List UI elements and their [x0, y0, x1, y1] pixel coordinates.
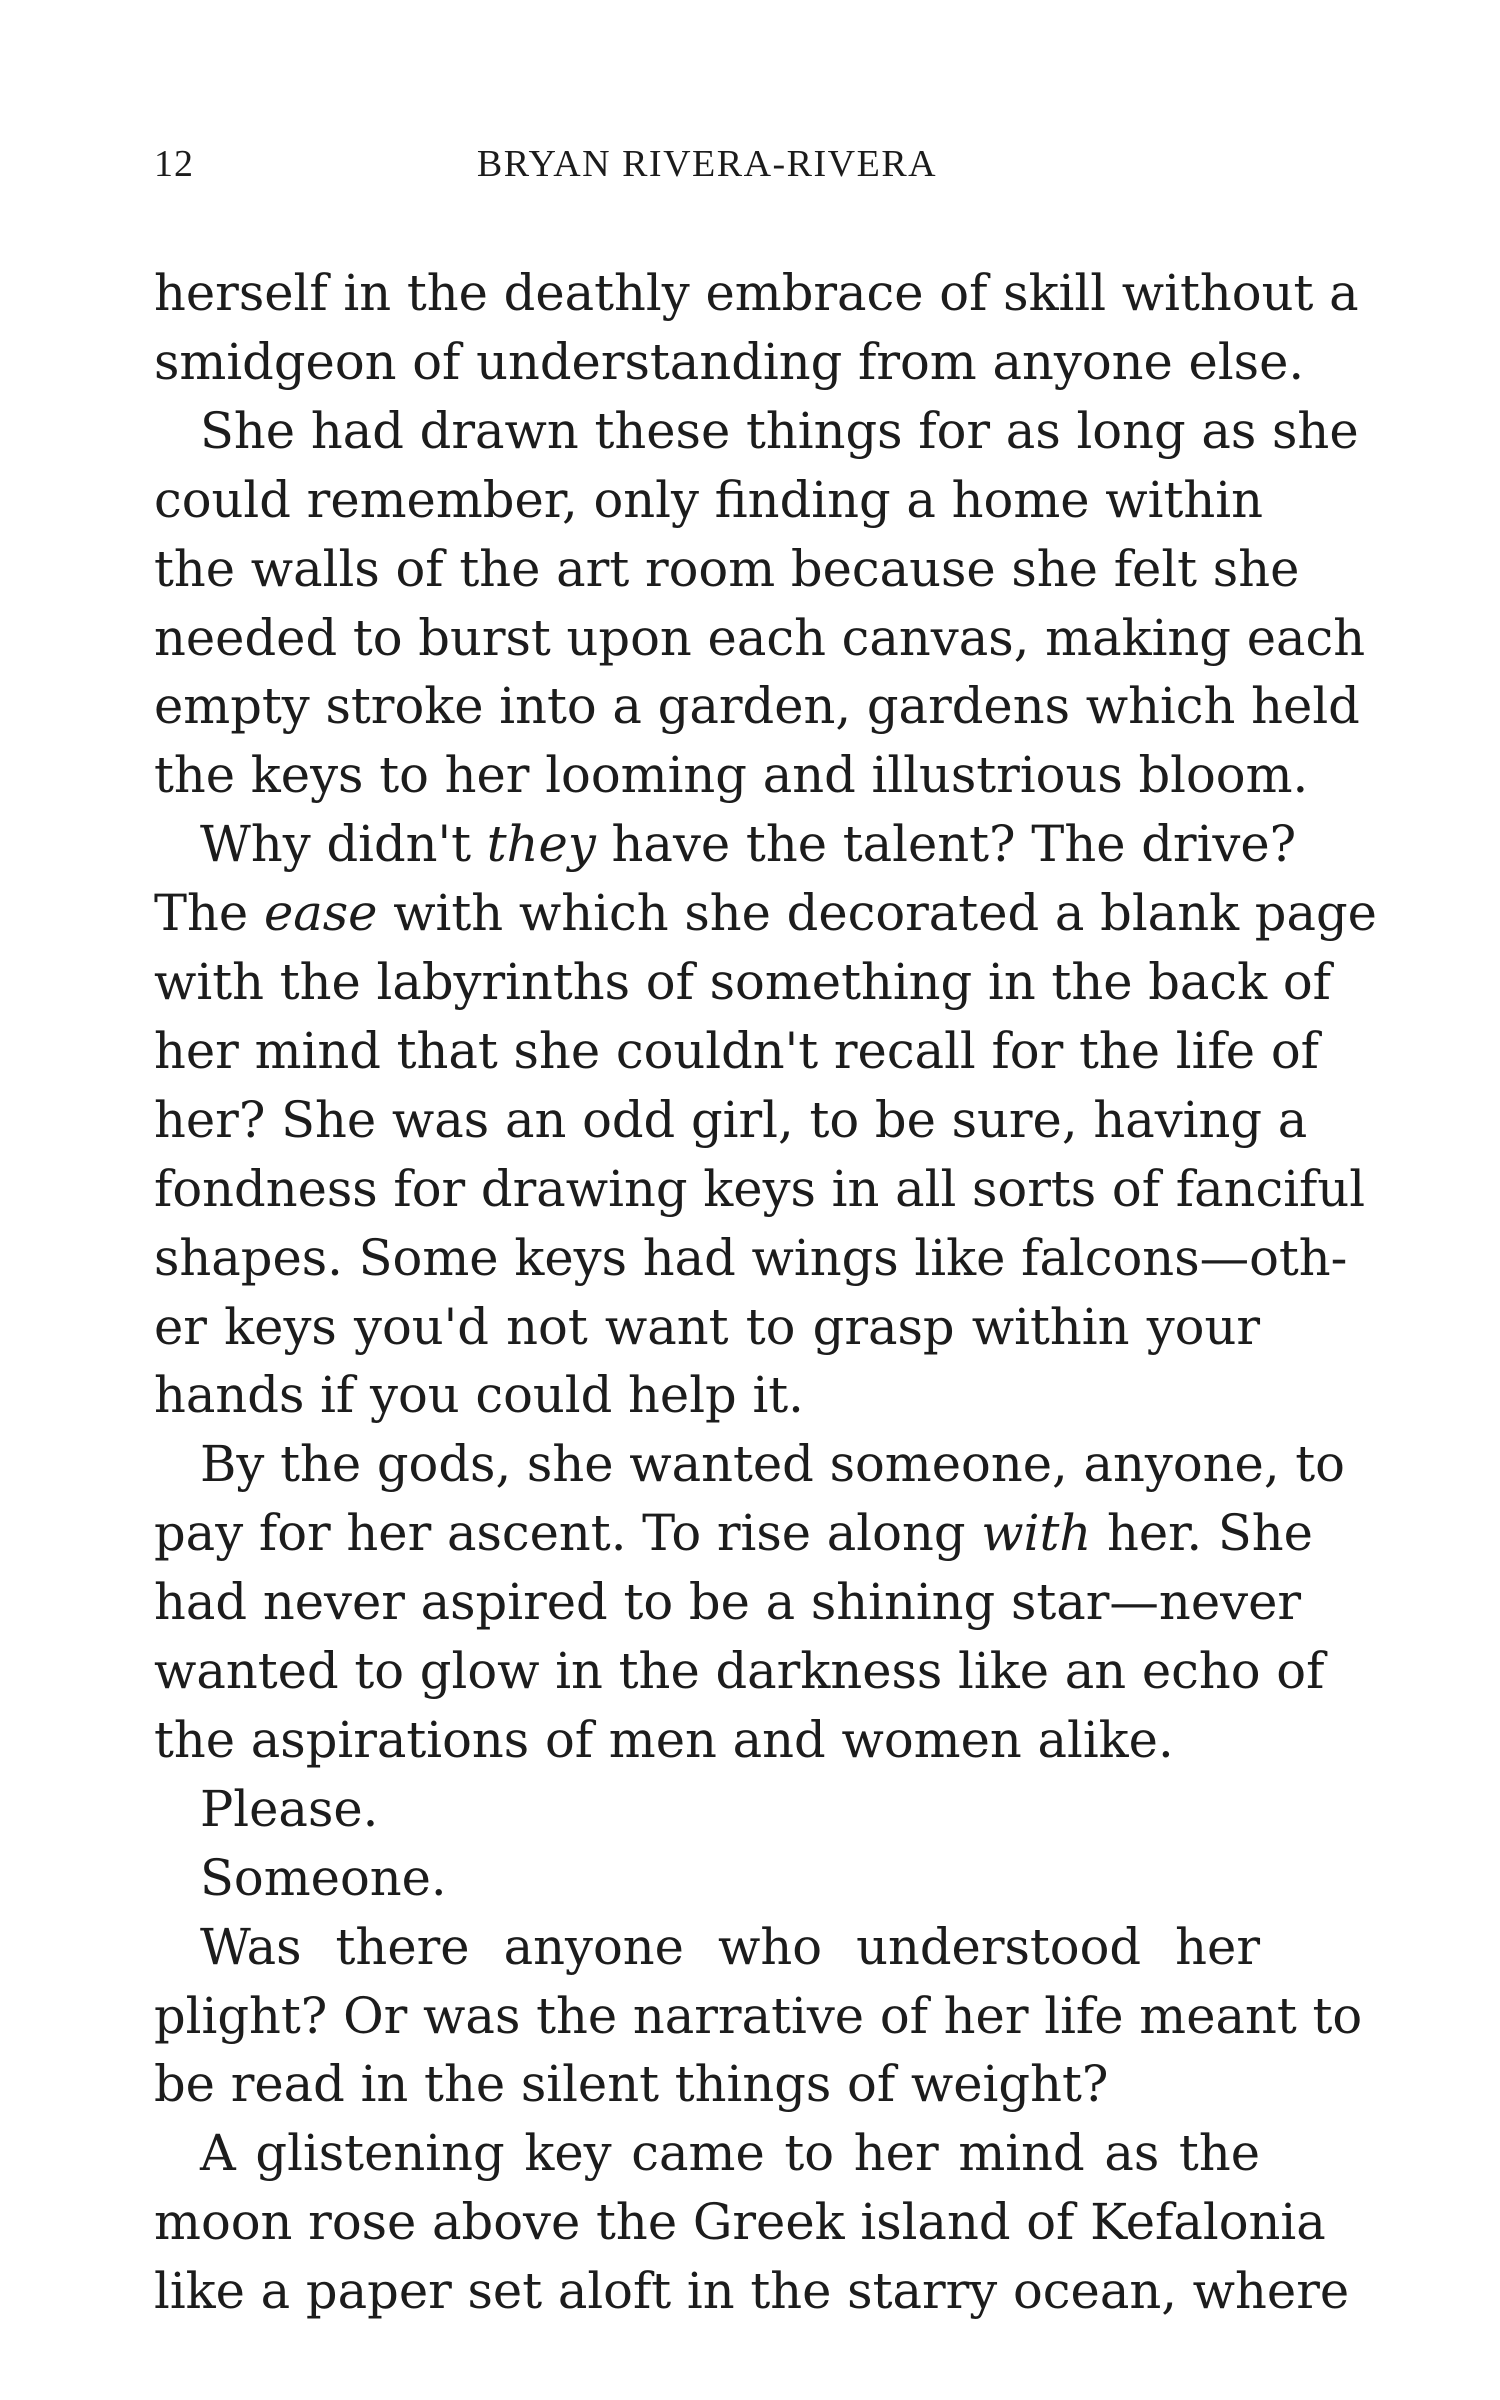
- text-line: [200, 813, 1297, 875]
- text-line: herself in the deathly embrace of skill without a: [154, 264, 1359, 322]
- page-number: 12: [154, 143, 194, 185]
- text-line: her? She was an odd girl, to be sure, having a: [154, 1090, 1308, 1149]
- text-line: Someone.: [200, 1848, 447, 1907]
- text-line: needed to burst upon each canvas, making each: [154, 608, 1366, 667]
- text-line: with the labyrinths of something in the back of: [154, 953, 1332, 1011]
- text-line: the walls of the art room because she felt she: [154, 539, 1300, 598]
- text-line: her mind that she couldn't recall for the life of: [154, 1021, 1319, 1080]
- running-title: BRYAN RIVERA-RIVERA: [476, 143, 938, 185]
- text-line: moon rose above the Greek island of Kefalonia: [154, 2193, 1326, 2252]
- text-segment: Why didn't: [200, 815, 487, 874]
- running-head: [154, 128, 1260, 188]
- text-line: could remember, only finding a home within: [154, 470, 1263, 529]
- text-line: A glistening key came to her mind as the: [200, 2124, 1260, 2183]
- text-line: be read in the silent things of weight?: [154, 2055, 1109, 2114]
- italic-text: they: [486, 815, 596, 874]
- text-line: shapes. Some keys had wings like falcons—oth-: [154, 1228, 1348, 1287]
- text-line: hands if you could help it.: [154, 1366, 804, 1425]
- text-line: Was there anyone who understood her: [200, 1917, 1260, 1976]
- text-segment: have the talent? The drive?: [595, 815, 1297, 874]
- text-line: the keys to her looming and illustrious bloom.: [154, 746, 1309, 805]
- italic-text: with: [981, 1504, 1092, 1563]
- text-line: By the gods, she wanted someone, anyone, to: [200, 1435, 1345, 1494]
- text-line: fondness for drawing keys in all sorts of fanciful: [154, 1159, 1366, 1218]
- text-line: wanted to glow in the darkness like an echo of: [154, 1642, 1325, 1700]
- text-line: the aspirations of men and women alike.: [154, 1710, 1174, 1769]
- text-segment: The: [154, 884, 264, 943]
- text-line: plight? Or was the narrative of her life meant to: [154, 1986, 1363, 2045]
- text-line: smidgeon of understanding from anyone else.: [154, 332, 1305, 391]
- text-line: had never aspired to be a shining star—never: [154, 1573, 1302, 1632]
- text-line: er keys you'd not want to grasp within your: [154, 1297, 1260, 1356]
- text-segment: pay for her ascent. To rise along: [154, 1504, 982, 1563]
- text-segment: with which she decorated a blank page: [377, 884, 1377, 943]
- text-line: like a paper set aloft in the starry ocean, where: [154, 2262, 1350, 2321]
- italic-text: ease: [263, 884, 378, 943]
- text-segment: her. She: [1091, 1504, 1313, 1563]
- text-line: [154, 1502, 1313, 1564]
- text-line: She had drawn these things for as long as she: [200, 401, 1359, 460]
- text-line: Please.: [200, 1779, 379, 1838]
- text-line: [154, 882, 1377, 944]
- text-line: empty stroke into a garden, gardens which held: [154, 677, 1360, 736]
